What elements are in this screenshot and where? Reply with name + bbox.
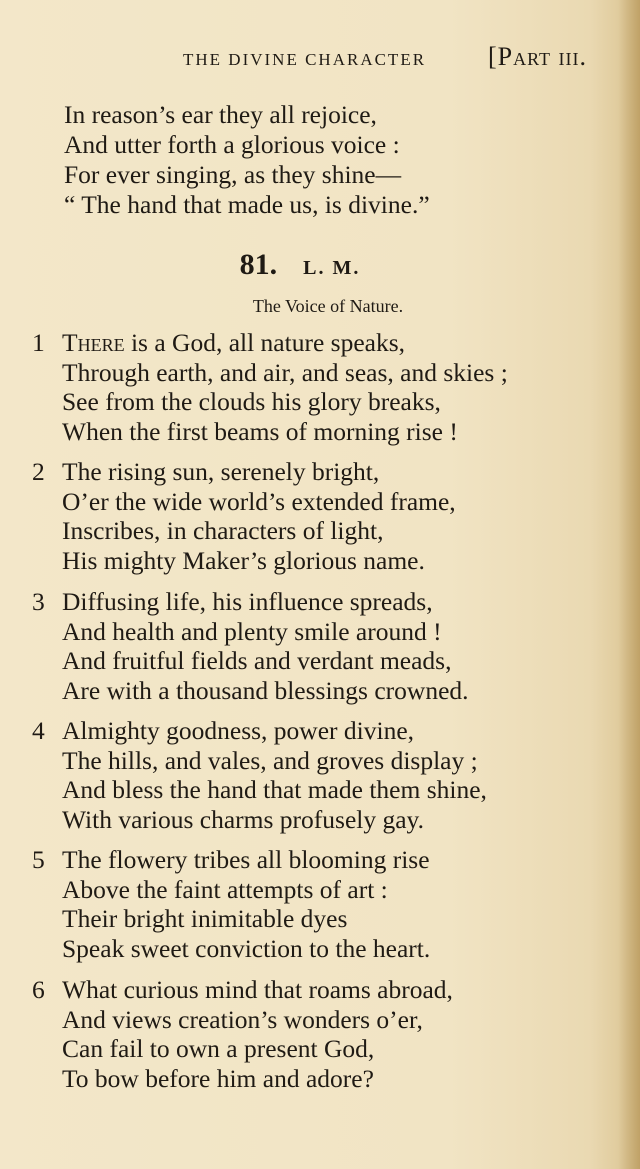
running-title: THE DIVINE CHARACTER [183, 50, 427, 69]
verse-line: And health and plenty smile around ! [62, 616, 442, 646]
stanza-number: 6 [32, 975, 45, 1004]
verse-line: With various charms profusely gay. [62, 804, 425, 834]
hymn-number: 81. [239, 248, 278, 281]
verse-line: Can fail to own a present God, [62, 1034, 375, 1064]
stanza-3 [32, 587, 469, 705]
page-edge-shadow [618, 0, 640, 1169]
verse-line: Diffusing life, his influence spreads, [62, 587, 433, 616]
verse-line: And fruitful fields and verdant meads, [62, 646, 452, 676]
verse-line [62, 328, 508, 358]
verse-line: And views creation’s wonders o’er, [62, 1004, 423, 1034]
verse-line: What curious mind that roams abroad, [62, 975, 453, 1004]
stanza-number: 1 [32, 328, 45, 357]
stanza-number: 3 [32, 587, 45, 616]
verse-line: The rising sun, serenely bright, [62, 457, 380, 486]
verse-line: To bow before him and adore? [62, 1063, 374, 1093]
verse-line: In reason’s ear they all rejoice, [64, 100, 377, 129]
stanza-4 [32, 716, 487, 834]
stanza-number: 2 [32, 457, 45, 486]
verse-line: O’er the wide world’s extended frame, [62, 486, 456, 516]
stanza-1 [32, 328, 508, 446]
verse-line: When the first beams of morning rise ! [62, 416, 458, 446]
verse-line-rest: is a God, all nature speaks, [124, 328, 406, 357]
verse-line: Almighty goodness, power divine, [62, 716, 415, 745]
verse-line: Their bright inimitable dyes [62, 904, 348, 934]
stanza-2 [32, 457, 456, 575]
verse-line: Are with a thousand blessings crowned. [62, 675, 469, 705]
drop-word: There [62, 328, 125, 357]
verse-line: And utter forth a glorious voice : [64, 130, 400, 159]
verse-line: Through earth, and air, and seas, and skies ; [62, 357, 508, 387]
verse-line: And bless the hand that made them shine, [62, 775, 487, 805]
hymn-meter: L. M. [303, 257, 361, 279]
running-header [183, 42, 588, 71]
verse-line: Above the faint attempts of art : [62, 874, 388, 904]
verse-line: The flowery tribes all blooming rise [62, 845, 430, 874]
hymn-title: The Voice of Nature. [252, 296, 404, 316]
stanza-number: 4 [32, 716, 45, 745]
verse-line: See from the clouds his glory breaks, [62, 387, 441, 417]
verse-line: “ The hand that made us, is divine.” [64, 190, 430, 219]
verse-line: The hills, and vales, and groves display ; [62, 745, 478, 775]
previous-hymn-ending [64, 100, 430, 220]
stanza-6 [32, 975, 453, 1093]
verse-line: For ever singing, as they shine— [64, 160, 402, 189]
verse-line: Inscribes, in characters of light, [62, 516, 384, 546]
stanza-5 [32, 845, 430, 963]
stanza-number: 5 [32, 845, 45, 874]
hymn-heading [0, 248, 640, 282]
part-label: [Part iii. [488, 42, 588, 71]
verse-line: Speak sweet conviction to the heart. [62, 933, 431, 963]
verse-line: His mighty Maker’s glorious name. [62, 545, 425, 575]
